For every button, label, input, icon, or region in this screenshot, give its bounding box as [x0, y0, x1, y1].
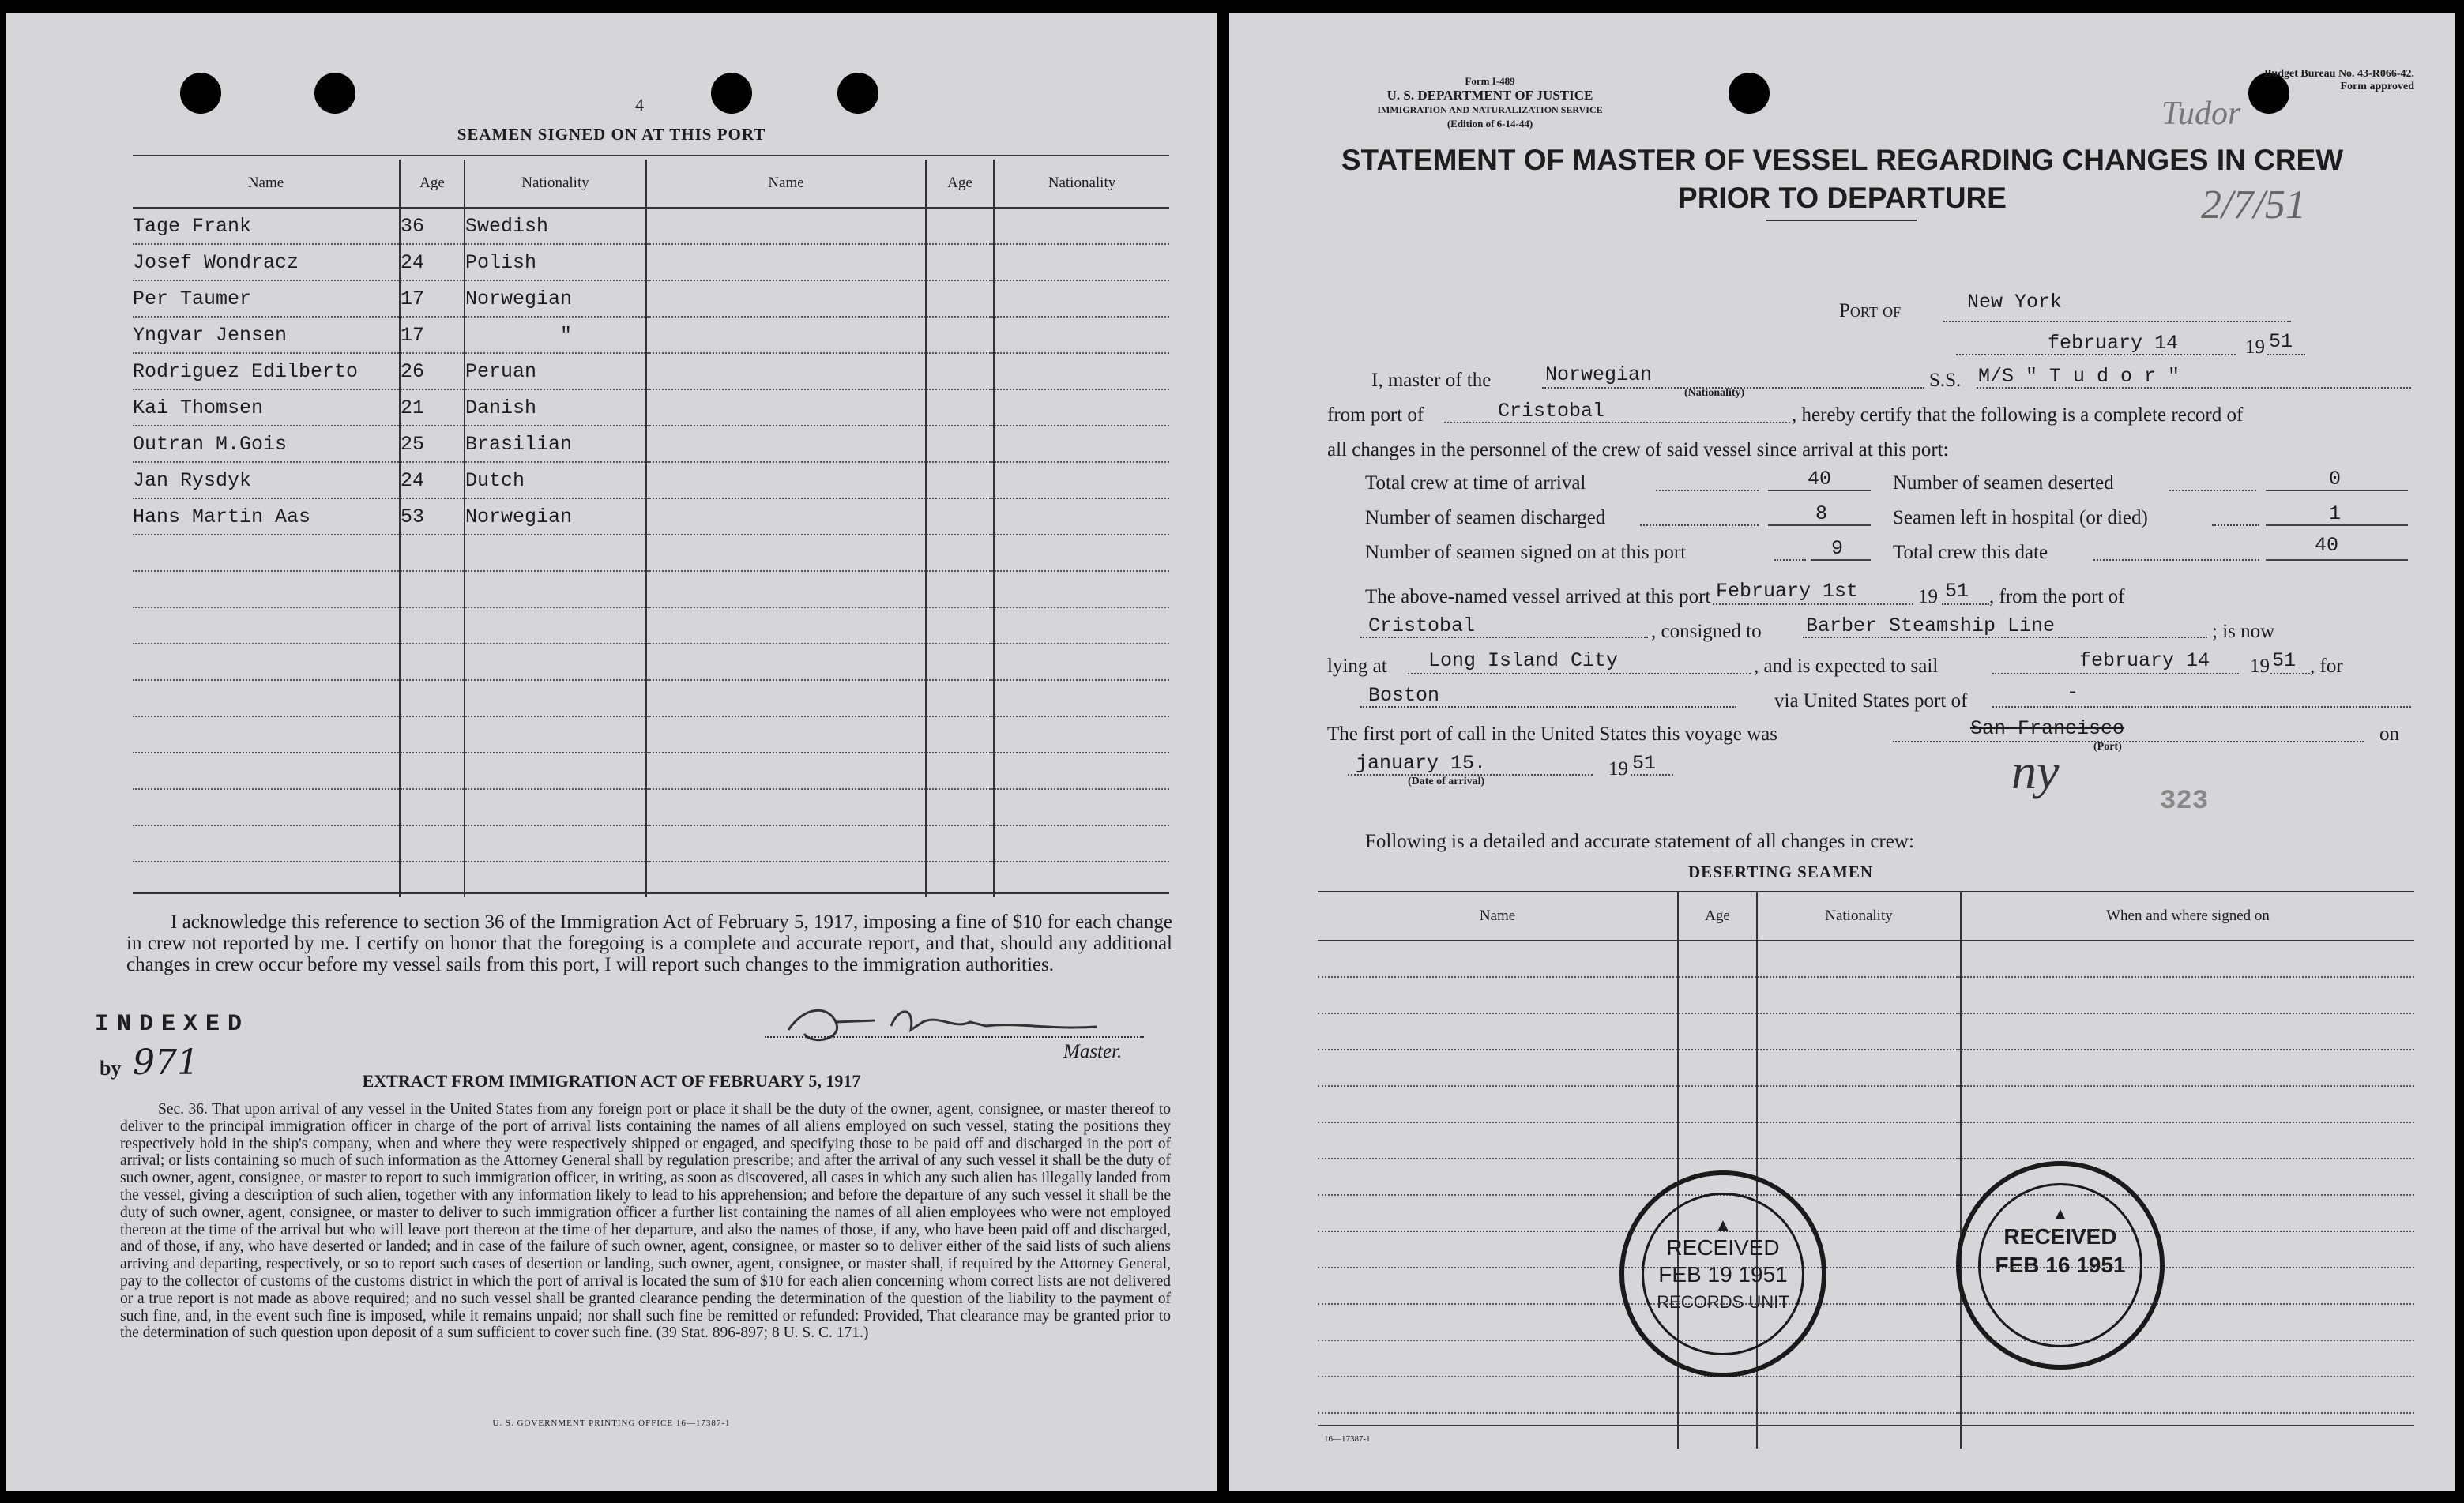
extract-title: EXTRACT FROM IMMIGRATION ACT OF FEBRUARY 5, 1917 — [362, 1071, 861, 1091]
edition: (Edition of 6-14-44) — [1446, 118, 1533, 130]
nationality-value: Norwegian — [1545, 363, 1653, 386]
seaman-name: Hans Martin Aas — [133, 498, 400, 535]
seaman-age: 17 — [400, 280, 465, 317]
punch-hole — [180, 73, 221, 114]
from-port-value: Cristobal — [1498, 400, 1605, 423]
on-label: on — [2379, 723, 2399, 745]
column-header: When and where signed on — [1961, 892, 2414, 941]
table-row — [1318, 1413, 2414, 1449]
deserting-title: DESERTING SEAMEN — [1687, 862, 1874, 881]
seaman-age: 17 — [400, 317, 465, 353]
stat-value-deserted: 0 — [2329, 468, 2342, 490]
budget-bureau-number: Budget Bureau No. 43-R066-42. — [2264, 68, 2414, 80]
form-title: STATEMENT OF MASTER OF VESSEL REGARDING CHANGES IN CREW — [1341, 144, 2344, 176]
date-value: february 14 — [2048, 332, 2179, 355]
stat-value-signed-on: 9 — [1831, 537, 1844, 560]
punch-hole — [837, 73, 878, 114]
seaman-name: Kai Thomsen — [133, 389, 400, 426]
table-row — [1318, 1268, 2414, 1304]
table-row — [1318, 1195, 2414, 1231]
seaman-name: Tage Frank — [133, 208, 400, 244]
seaman-nationality: Dutch — [465, 462, 646, 498]
stat-label-signed-on: Number of seamen signed on at this port — [1365, 542, 1687, 563]
seaman-age: 36 — [400, 208, 465, 244]
table-row — [133, 353, 1169, 389]
arrived-value: February 1st — [1716, 580, 1859, 603]
stamp-records-unit: RECORDS UNIT — [1657, 1292, 1789, 1312]
stat-value-total-crew: 40 — [2315, 534, 2339, 557]
seaman-age: 25 — [400, 426, 465, 462]
lying-label: lying at — [1327, 656, 1387, 677]
punch-hole — [711, 73, 752, 114]
arrived-year-prefix: 19 — [1918, 586, 1938, 607]
port-value: New York — [1967, 291, 2063, 314]
stamp-number: 323 — [2160, 787, 2209, 817]
table-row — [1318, 941, 2414, 977]
table-row — [1318, 977, 2414, 1013]
seaman-age: 21 — [400, 389, 465, 426]
arrived-label: The above-named vessel arrived at this port — [1365, 586, 1711, 607]
punch-hole — [314, 73, 355, 114]
stamp-date: FEB 19 1951 — [1658, 1262, 1788, 1287]
seaman-name: Per Taumer — [133, 280, 400, 317]
stat-label-deserted: Number of seamen deserted — [1893, 472, 2114, 494]
seaman-nationality: Peruan — [465, 353, 646, 389]
sail-year-suffix: 51 — [2272, 649, 2297, 672]
seaman-name: Rodriguez Edilberto — [133, 353, 400, 389]
master-of-label: I, master of the — [1371, 370, 1492, 391]
first-port-label: The first port of call in the United States this voyage was — [1327, 723, 1778, 745]
seaman-name: Yngvar Jensen — [133, 317, 400, 353]
indexed-stamp: INDEXED — [95, 1011, 250, 1038]
handwritten-date: 2/7/51 — [2201, 182, 2306, 227]
form-approved: Form approved — [2340, 81, 2414, 92]
stat-value-arrival: 40 — [1808, 468, 1832, 490]
certify-text: , hereby certify that the following is a complete record of — [1792, 404, 2244, 426]
table-row — [133, 317, 1169, 353]
ss-label: S.S. — [1929, 370, 1962, 391]
budget-bureau — [2146, 68, 2414, 93]
first-year-suffix: 51 — [1632, 752, 1657, 775]
table-row — [1318, 1013, 2414, 1050]
port-label: Port of — [1839, 300, 1902, 321]
table-row — [1318, 1377, 2414, 1413]
table-row — [1318, 1086, 2414, 1122]
received-stamp: ▲ RECEIVED FEB 16 1951 — [1956, 1161, 2165, 1370]
table-row — [1318, 1304, 2414, 1340]
right-page — [1229, 13, 2455, 1491]
column-header: Nationality — [994, 160, 1169, 208]
destination-value: Boston — [1368, 684, 1440, 707]
seamen-signed-on-table — [133, 160, 1169, 897]
master-signature — [781, 998, 1112, 1054]
acknowledgment-text: I acknowledge this reference to section 36 of the Immigration Act of February 5, 1917, imposing a fine of $10 for each change in crew not reported by me. I certify on honor that the foregoing is a complete and accurate report, and that, should any additional changes in crew occur before my vessel sails from this port, I will report such changes to the immigration authorities. — [126, 911, 1172, 975]
sail-value: february 14 — [2079, 649, 2210, 672]
table-row — [1318, 1159, 2414, 1195]
certify-text-2: all changes in the personnel of the crew of said vessel since arrival at this port: — [1327, 439, 1949, 460]
seaman-name: Jan Rysdyk — [133, 462, 400, 498]
consigned-label: , consigned to — [1651, 621, 1762, 642]
column-header: Name — [133, 160, 400, 208]
stat-label-hospital: Seamen left in hospital (or died) — [1893, 507, 2148, 528]
section-title: SEAMEN SIGNED ON AT THIS PORT — [457, 125, 766, 144]
department: U. S. DEPARTMENT OF JUSTICE — [1386, 88, 1593, 103]
following-text: Following is a detailed and accurate statement of all changes in crew: — [1365, 831, 1914, 852]
indexed-by-label: by — [100, 1057, 122, 1080]
sail-year-prefix: 19 — [2250, 656, 2270, 677]
from-port-label: from port of — [1327, 404, 1424, 426]
via-label: via United States port of — [1774, 690, 1968, 712]
form-subtitle: PRIOR TO DEPARTURE — [1678, 182, 2007, 214]
table-row — [133, 498, 1169, 535]
table-row — [1318, 1231, 2414, 1268]
arrived-year-suffix: 51 — [1945, 580, 1969, 603]
first-year-prefix: 19 — [1608, 758, 1628, 780]
seaman-nationality: Danish — [465, 389, 646, 426]
year-prefix: 19 — [2245, 336, 2265, 358]
column-header: Age — [926, 160, 994, 208]
nationality-caption: (Nationality) — [1684, 387, 1745, 399]
table-header-row — [1318, 892, 2414, 941]
table-header-row — [133, 160, 1169, 208]
stat-label-total-crew: Total crew this date — [1893, 542, 2048, 563]
stat-label-arrival: Total crew at time of arrival — [1365, 472, 1586, 494]
column-header: Nationality — [1757, 892, 1961, 941]
seaman-nationality: Norwegian — [465, 280, 646, 317]
port-caption: (Port) — [2093, 741, 2122, 753]
year-suffix: 51 — [2269, 330, 2293, 353]
seaman-name: Josef Wondracz — [133, 244, 400, 280]
seaman-age: 26 — [400, 353, 465, 389]
column-header: Nationality — [465, 160, 646, 208]
table-row — [1318, 1050, 2414, 1086]
consigned-value: Barber Steamship Line — [1806, 614, 2056, 637]
table-row — [133, 244, 1169, 280]
seaman-nationality: Norwegian — [465, 498, 646, 535]
service: IMMIGRATION AND NATURALIZATION SERVICE — [1377, 104, 1603, 115]
footer-code: 16—17387-1 — [1324, 1434, 1371, 1444]
seaman-age: 24 — [400, 244, 465, 280]
first-date-value: january 15. — [1356, 752, 1487, 775]
date-caption: (Date of arrival) — [1408, 776, 1485, 787]
vessel-value: M/S " T u d o r " — [1978, 365, 2180, 388]
punch-hole — [1729, 73, 1770, 114]
stamp-received: RECEIVED — [2003, 1224, 2117, 1249]
stat-value-discharged: 8 — [1815, 502, 1828, 525]
stat-value-hospital: 1 — [2329, 502, 2342, 525]
seaman-nationality: Polish — [465, 244, 646, 280]
from-port-of-label: , from the port of — [1989, 586, 2125, 607]
column-header: Name — [1318, 892, 1678, 941]
stamp-date: FEB 16 1951 — [1995, 1253, 2126, 1277]
form-header — [1340, 74, 1640, 131]
seaman-name: Outran M.Gois — [133, 426, 400, 462]
seaman-nationality: Swedish — [465, 208, 646, 244]
table-row — [133, 280, 1169, 317]
seaman-age: 24 — [400, 462, 465, 498]
printing-office: U. S. GOVERNMENT PRINTING OFFICE 16—17387-1 — [492, 1418, 731, 1428]
column-header: Age — [400, 160, 465, 208]
table-row — [133, 426, 1169, 462]
seaman-nationality: Brasilian — [465, 426, 646, 462]
via-value: - — [2067, 681, 2079, 704]
left-page — [6, 13, 1217, 1491]
column-header: Age — [1678, 892, 1757, 941]
lying-value: Long Island City — [1428, 649, 1619, 672]
extract-text: Sec. 36. That upon arrival of any vessel in the United States from any foreign port or place it shall be the duty of the owner, agent, consignee, or master thereof to deliver to the principal immigration officer in charge of the port of arrival lists containing the names of all aliens employed on such vessel, stating the positions they respectively hold in the ship's company, when and where they were respectively shipped or engaged, and specifying those to be paid off and discharged in the port of arrival; or lists containing so much of such information as the Attorney General shall by regulation prescribe; and after the arrival of any such vessel it shall be the duty of such owner, agent, consignee, or master to report to such immigration officer, in writing, as soon as discovered, all cases in which any such alien has illegally landed from the vessel, giving a description of such alien, together with any information likely to lead to his apprehension; and before the departure of any such vessel it shall be the duty of such owner, agent, consignee, or master to deliver to such immigration officer a further list containing the names of all alien employees who were not employed thereon at the time of the arrival but who will leave port thereon at the time of her departure, and also the names of those, if any, who have been paid off and discharged, and of those, if any, who have deserted or landed; and in case of the failure of such owner, agent, consignee, or master so to deliver either of the said lists of such aliens arriving and departing, respectively, or so to report such cases of desertion or landing, such owner, agent, consignee, or master shall, if required by the Attorney General, pay to the collector of customs of the customs district in which the port of arrival is located the sum of $10 for each alien concerning whom correct lists are not delivered or a true report is not made as above required; and no such vessel shall be granted clearance pending the determination of the question of the liability to the payment of such fine, and, in the event such fine is imposed, while it remains unpaid; nor shall such fine be remitted or refunded: Provided, That clearance may be granted prior to the determination of such question upon deposit of a sum sufficient to cover such fine. (39 Stat. 896-897; 8 U. S. C. 171.) — [120, 1101, 1171, 1342]
master-label: Master. — [1063, 1041, 1123, 1062]
indexed-initials: 971 — [133, 1043, 199, 1083]
table-row — [133, 389, 1169, 426]
stamp-received: RECEIVED — [1666, 1235, 1780, 1260]
received-stamp-records-unit: ▲ RECEIVED FEB 19 1951 RECORDS UNIT — [1619, 1170, 1826, 1377]
handwritten-vessel: Tudor — [2161, 96, 2241, 132]
table-row — [133, 462, 1169, 498]
first-port-value: San Francisco — [1970, 717, 2125, 740]
table-row — [1318, 1340, 2414, 1377]
form-number: Form I-489 — [1465, 75, 1515, 87]
seaman-nationality: " — [465, 317, 646, 353]
page-number: 4 — [635, 95, 644, 115]
column-header: Name — [646, 160, 926, 208]
table-row — [1318, 1122, 2414, 1159]
sail-label: , and is expected to sail — [1754, 656, 1939, 677]
handwritten-initials: ny — [2011, 743, 2060, 799]
deserting-seamen-table — [1318, 892, 2414, 1449]
table-row — [133, 208, 1169, 244]
for-label: , for — [2310, 656, 2343, 677]
arrived-from-value: Cristobal — [1368, 614, 1476, 637]
is-now-label: ; is now — [2212, 621, 2275, 642]
seaman-age: 53 — [400, 498, 465, 535]
stat-label-discharged: Number of seamen discharged — [1365, 507, 1606, 528]
